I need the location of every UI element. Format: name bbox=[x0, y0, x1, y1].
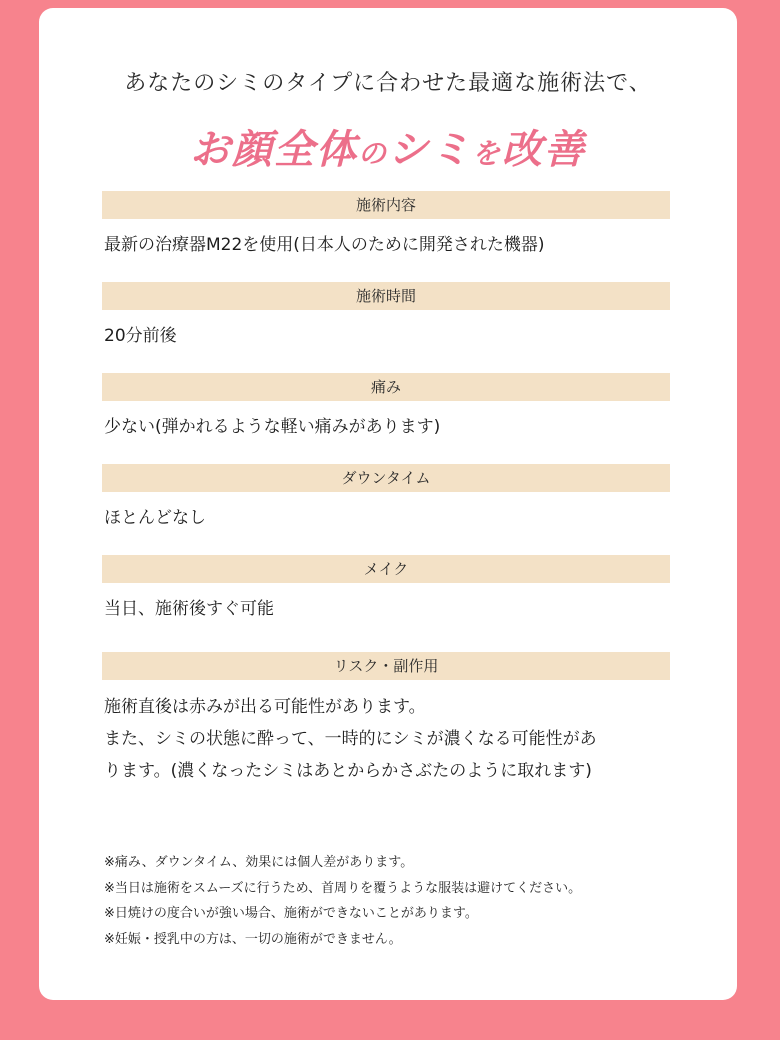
section-header-pain: 痛み bbox=[102, 373, 670, 401]
body-line: ります。(濃くなったシミはあとからかさぶたのように取れます) bbox=[104, 761, 592, 781]
section-body-downtime bbox=[104, 502, 679, 534]
intro-text: あなたのシミのタイプに合わせた最適な施術法で、 bbox=[124, 71, 652, 96]
body-line: 当日、施術後すぐ可能 bbox=[104, 599, 274, 619]
body-line: また、シミの状態に酔って、一時的にシミが濃くなる可能性があ bbox=[104, 729, 597, 749]
note-item: ※痛み、ダウンタイム、効果には個人差があります。 bbox=[104, 855, 414, 870]
note-item: ※当日は施術をスムーズに行うため、首周りを覆うような服装は避けてください。 bbox=[104, 880, 582, 896]
section-body-pain bbox=[104, 411, 679, 443]
section-body-risk bbox=[104, 691, 679, 787]
section-body-duration bbox=[104, 320, 679, 352]
section-header-risk: リスク・副作用 bbox=[102, 652, 670, 680]
notes-list bbox=[104, 850, 704, 952]
section-header-duration: 施術時間 bbox=[102, 282, 670, 310]
section-header-makeup: メイク bbox=[102, 555, 670, 583]
section-header-downtime: ダウンタイム bbox=[102, 464, 670, 492]
headline-part: を bbox=[472, 137, 503, 170]
headline-part: 改善 bbox=[502, 126, 587, 173]
note-item: ※妊娠・授乳中の方は、一切の施術ができません。 bbox=[104, 931, 402, 947]
headline-part: お顔全体 bbox=[189, 126, 358, 173]
section-body-treatment bbox=[104, 229, 679, 261]
body-line: 施術直後は赤みが出る可能性があります。 bbox=[104, 697, 426, 717]
body-line: 少ない(弾かれるような軽い痛みがあります) bbox=[104, 417, 441, 437]
body-line: ほとんどなし bbox=[104, 508, 206, 528]
headline-part: シミ bbox=[388, 126, 472, 173]
section-header-treatment: 施術内容 bbox=[102, 191, 670, 219]
section-body-makeup bbox=[104, 593, 679, 625]
headline-part: の bbox=[357, 137, 388, 170]
headline bbox=[39, 118, 737, 175]
content-card bbox=[39, 8, 737, 1000]
body-line: 20分前後 bbox=[104, 326, 177, 346]
body-line: 最新の治療器M22を使用(日本人のために開発された機器) bbox=[104, 235, 545, 255]
note-item: ※日焼けの度合いが強い場合、施術ができないことがあります。 bbox=[104, 906, 478, 921]
